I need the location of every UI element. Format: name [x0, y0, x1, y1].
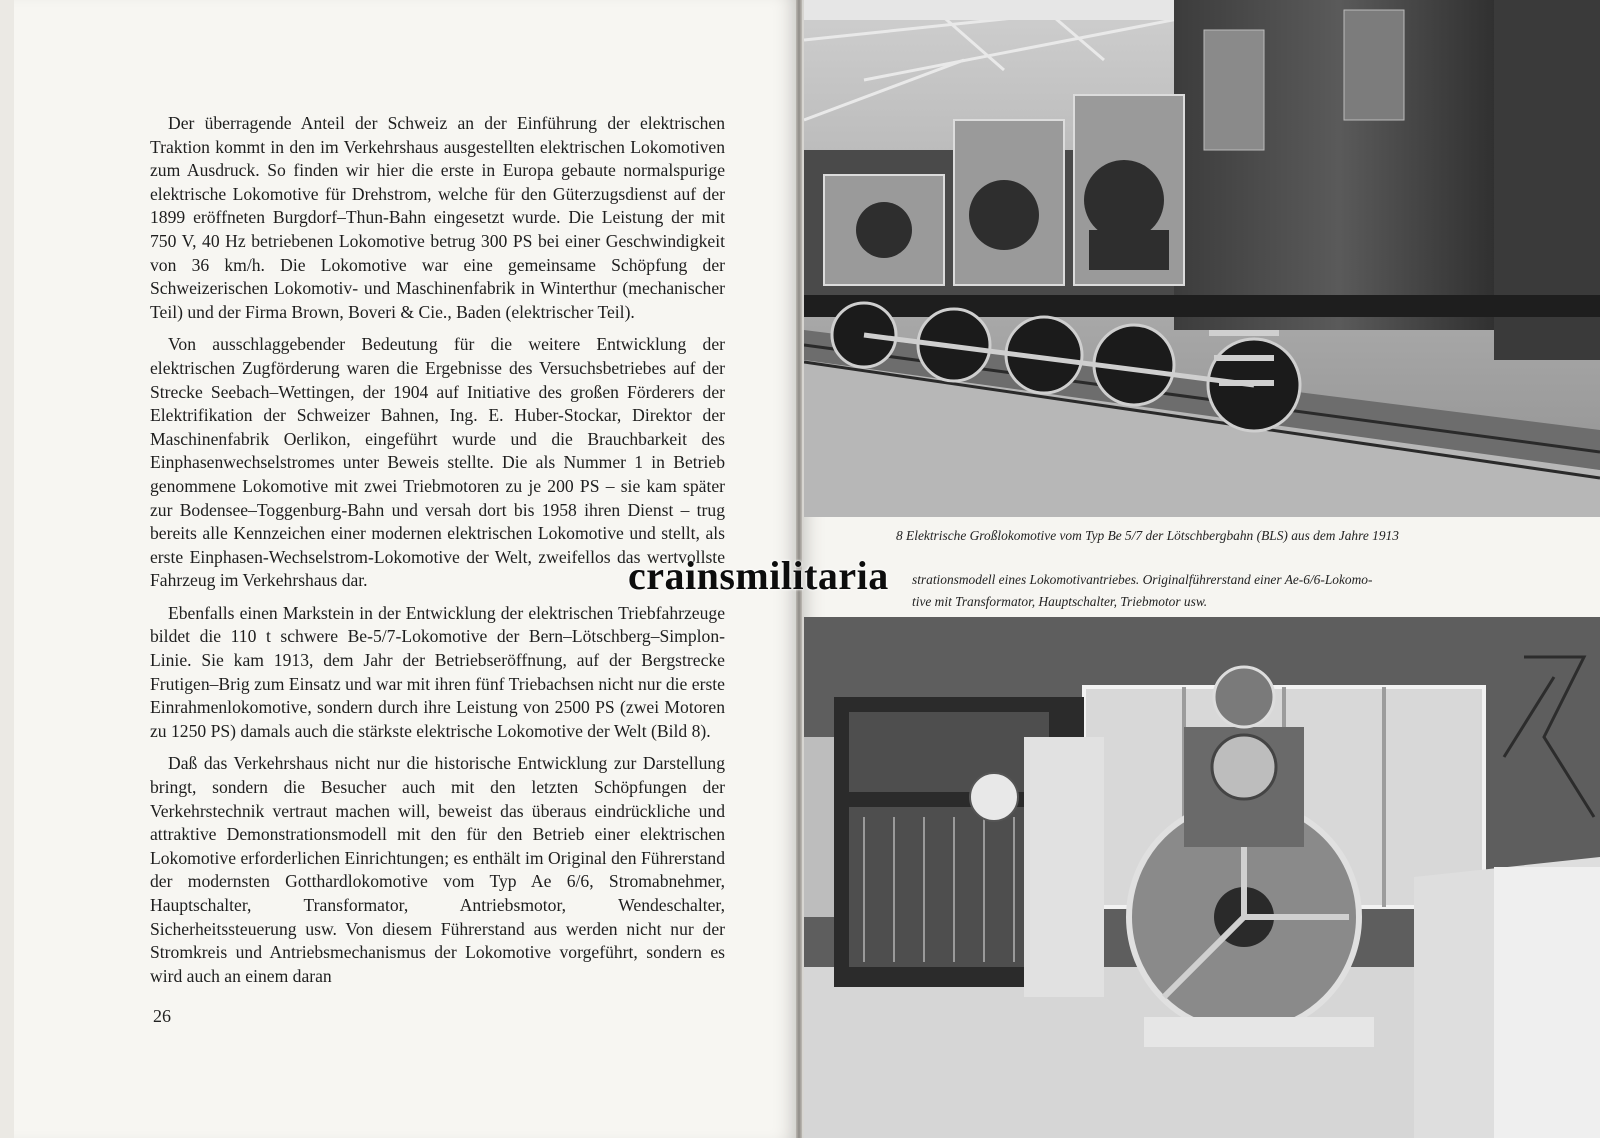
- watermark: crainsmilitaria: [628, 553, 889, 598]
- paragraph-4: Daß das Verkehrshaus nicht nur die historische Entwicklung zur Darstellung bringt, sondern die Besucher auch mit den letzten Schöpfungen der Verkehrstechnik vertraut machen will, beweist das überaus eindrückliche und attraktive Demonstrationsmodell mit den für den Betrieb einer elektrischen Lokomotive erforderlichen Einrichtungen; es enthält im Original den Führerstand der modernsten Gotthardlokomotive vom Typ Ae 6/6, Stromabnehmer, Hauptschalter, Transformator, Antriebsmotor, Wendeschalter, Sicherheitssteuerung usw. Von diesem Führerstand aus werden nicht nur der Stromkreis und Antriebsmechanismus der Lokomotive vorgeführt, sondern es wird auch an einem daran: [150, 753, 725, 986]
- locomotive-photo: [804, 0, 1600, 517]
- page-number: 26: [153, 1006, 171, 1026]
- locomotive-illustration: [804, 0, 1600, 517]
- demonstration-model-photo: [804, 617, 1600, 1138]
- photo-caption-8: 8 Elektrische Großlokomotive vom Typ Be 5/7 der Lötschbergbahn (BLS) aus dem Jahre 1913: [896, 528, 1399, 543]
- demonstration-model-illustration: [804, 617, 1600, 1138]
- paragraph-1: Der überragende Anteil der Schweiz an der Einführung der elektrischen Traktion kommt in den im Verkehrshaus ausgestellten elektrischen Lokomotiven zum Ausdruck. So finden wir hier die erste in Europa gebaute normalspurige elektrische Lokomotive für Drehstrom, welche für den Güterzugsdienst auf der 1899 eröffneten Burgdorf–Thun-Bahn eingesetzt wurde. Die Leistung der mit 750 V, 40 Hz betriebenen Lokomotive betrug 300 PS bei einer Geschwindigkeit von 36 km/h. Die Lokomotive war eine gemeinsame Schöpfung der Schweizerischen Lokomotiv- und Maschinenfabrik in Winterthur (mechanischer Teil) und der Firma Brown, Boveri & Cie., Baden (elektrischer Teil).: [150, 113, 725, 322]
- paragraph-2: Von ausschlaggebender Bedeutung für die weitere Entwicklung der elektrischen Zugförderung waren die Ergebnisse des Versuchsbetriebes auf der Strecke Seebach–Wettingen, der 1904 auf Initiative des großen Förderers der Elektrifikation der Schweizer Bahnen, Ing. E. Huber-Stockar, Direktor der Maschinenfabrik Oerlikon, eingeführt wurde und die Brauchbarkeit des Einphasenwechselstromes unter Beweis stellte. Die als Nummer 1 in Betrieb genommene Lokomotive mit zwei Triebmotoren zu je 200 PS – sie kam später zur Bodensee–Toggenburg-Bahn und versah dort bis 1958 ihren Dienst – trug bereits alle Kennzeichen einer modernen elektrischen Lokomotive und stellt, als erste Einphasen-Wechselstrom-Lokomotive der Welt, zweifellos das wertvollste Fahrzeug im Verkehrshaus dar.: [150, 334, 725, 591]
- photo-caption-9-line-2: tive mit Transformator, Hauptschalter, Triebmotor usw.: [912, 594, 1208, 609]
- paragraph-3: Ebenfalls einen Markstein in der Entwicklung der elektrischen Triebfahrzeuge bildet die 110 t schwere Be-5/7-Lokomotive der Bern–Lötschberg–Simplon-Linie. Sie kam 1913, dem Jahr der Betriebseröffnung, auf der Bergstrecke Frutigen–Brig zum Einsatz und war mit ihren fünf Triebachsen nicht nur die erste Einrahmenlokomotive, sondern durch ihre Leistung von 2500 PS (zwei Motoren zu 1250 PS) damals auch die stärkste elektrische Lokomotive der Welt (Bild 8).: [150, 602, 725, 741]
- photo-caption-9-line-1: strationsmodell eines Lokomotivantriebes. Originalführerstand einer Ae-6/6-Lokomo-: [912, 572, 1373, 587]
